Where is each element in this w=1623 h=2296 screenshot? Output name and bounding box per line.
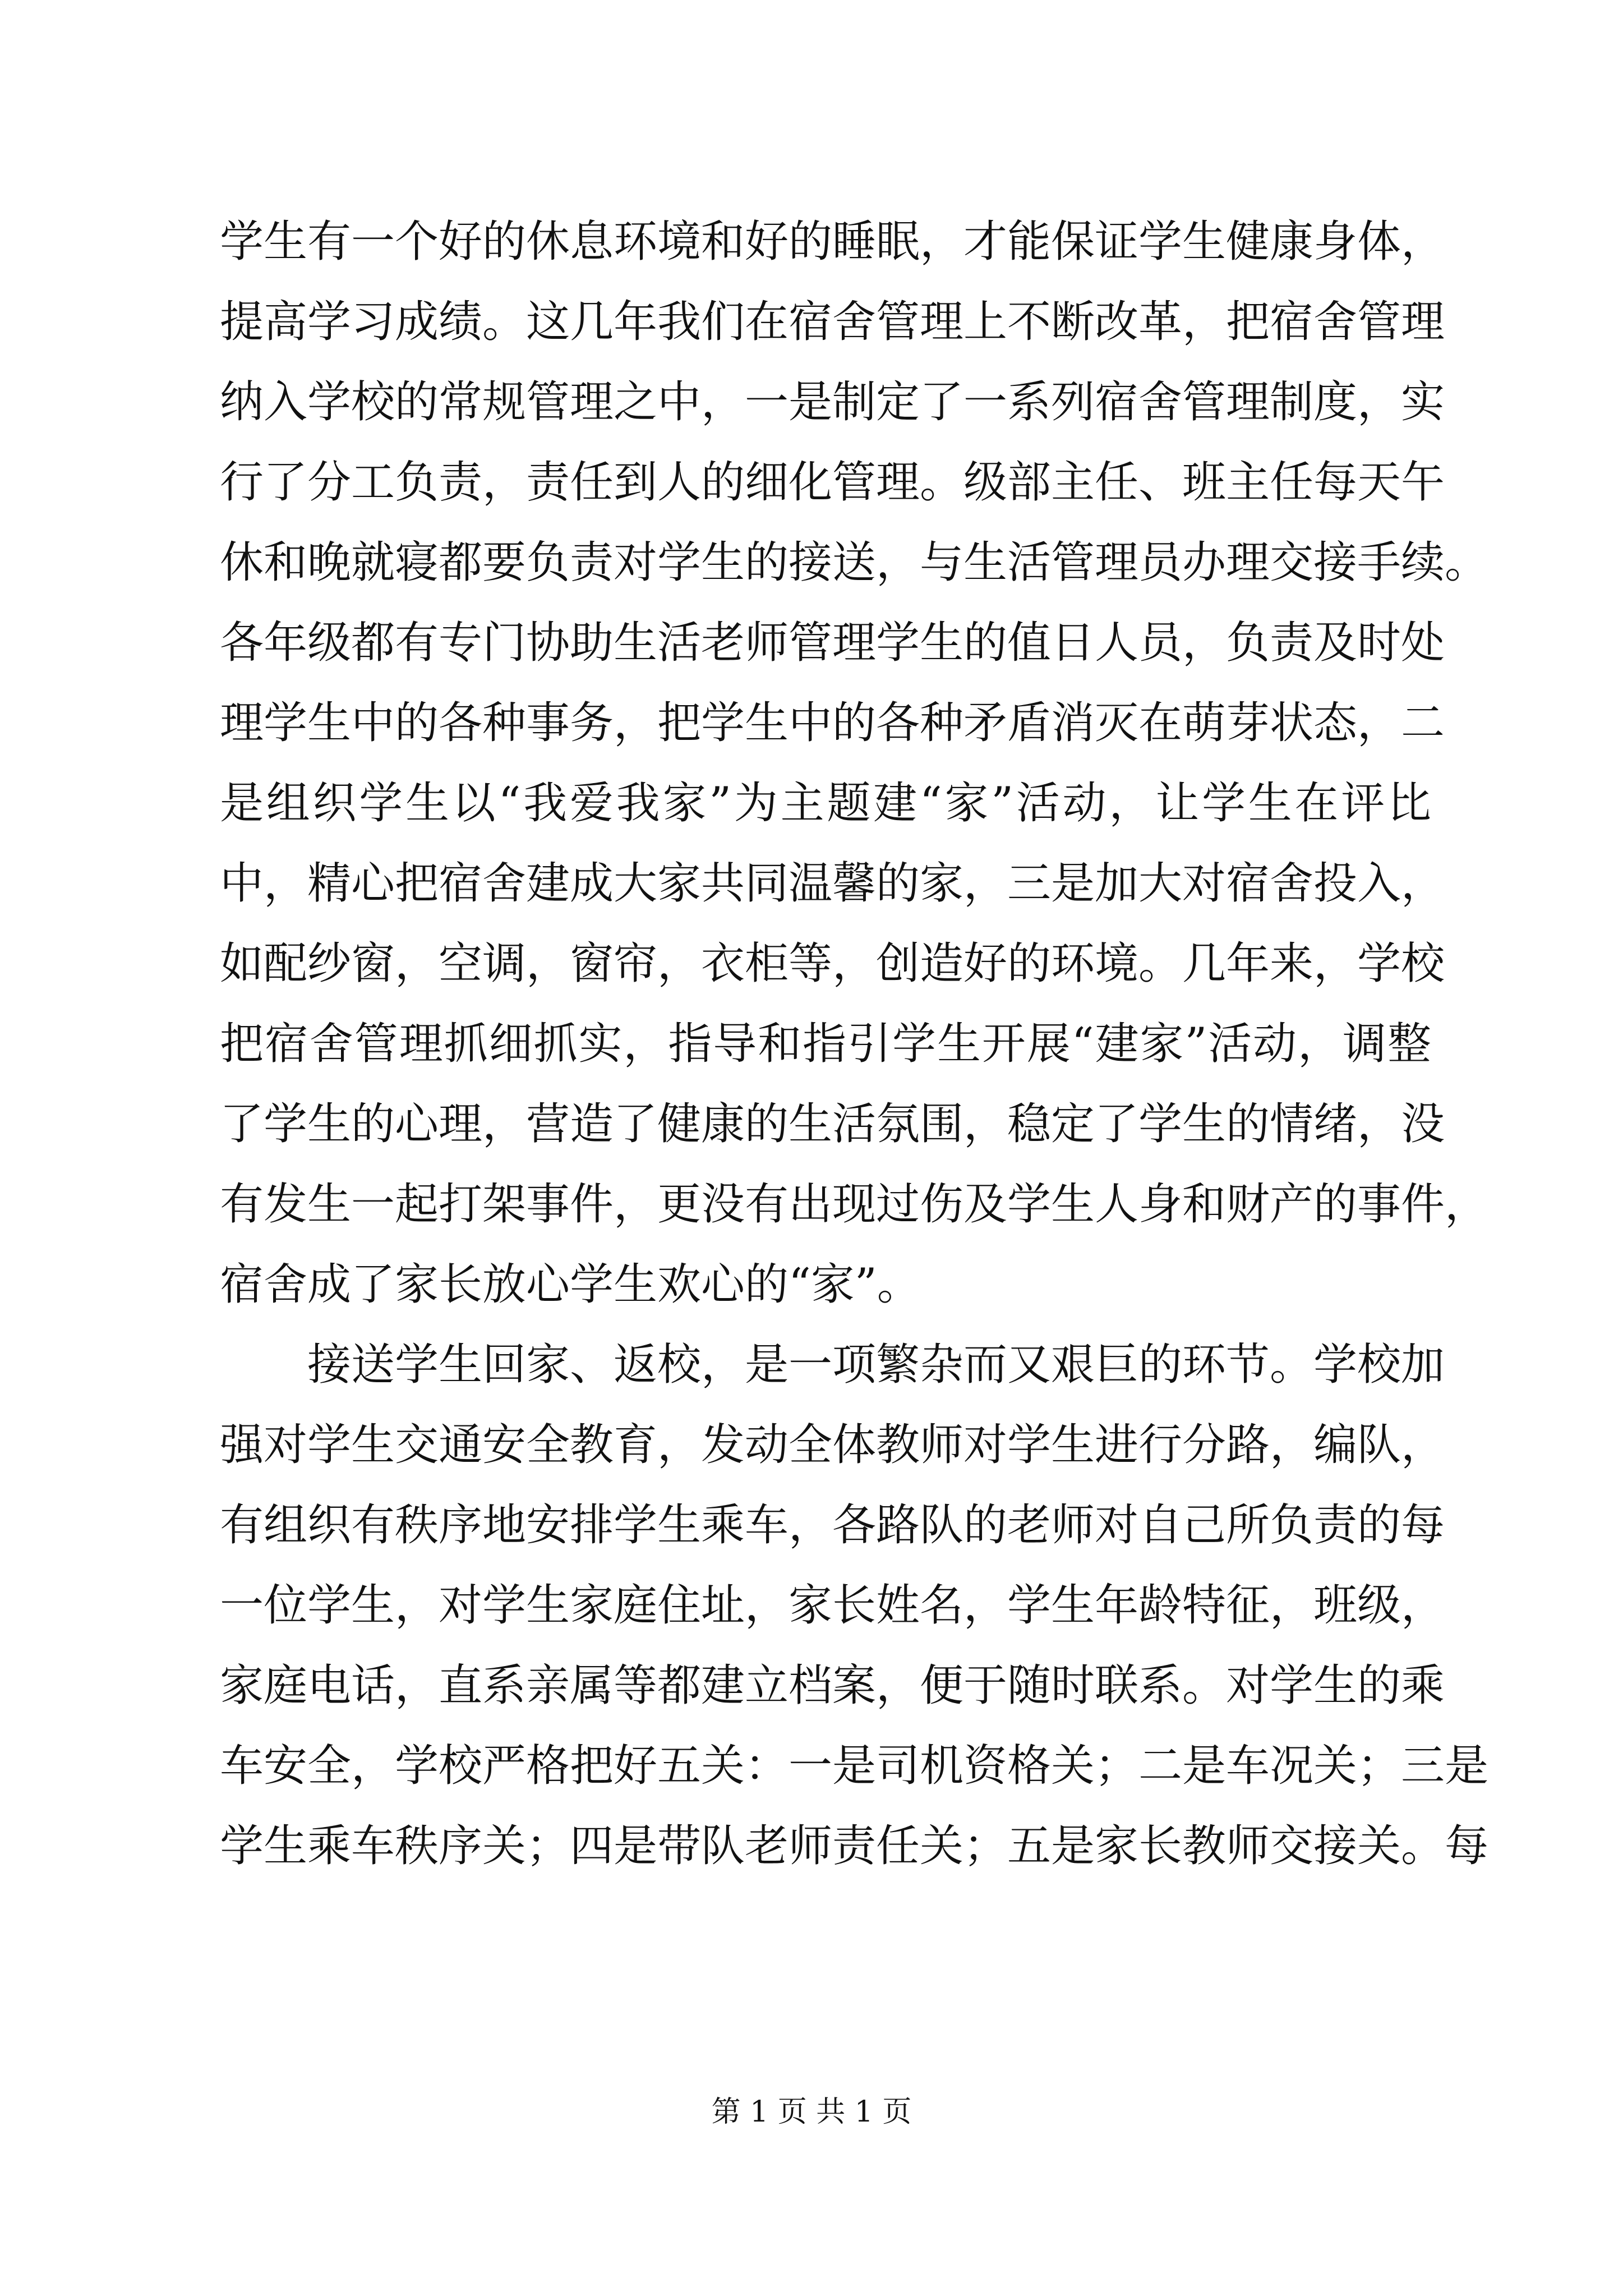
text-line: 纳入学校的常规管理之中，一是制定了一系列宿舍管理制度，实: [220, 377, 1445, 427]
text-line: 学生乘车秩序关；四是带队老师责任关；五是家长教师交接关。每: [220, 1821, 1489, 1871]
text-line: 车安全，学校严格把好五关：一是司机资格关；二是车况关；三是: [220, 1741, 1489, 1791]
paragraph-2: [220, 1340, 1489, 1871]
page-number-label: 第 1 页 共 1 页: [711, 2095, 912, 2129]
text-line: 如配纱窗，空调，窗帘，衣柜等，创造好的环境。几年来，学校: [220, 938, 1445, 989]
text-line: 了学生的心理，营造了健康的生活氛围，稳定了学生的情绪，没: [220, 1099, 1445, 1149]
text-line: 强对学生交通安全教育，发动全体教师对学生进行分路，编队，: [220, 1420, 1445, 1470]
text-line: 有发生一起打架事件，更没有出现过伤及学生人身和财产的事件，: [220, 1179, 1489, 1230]
paragraph-1: [220, 217, 1489, 1310]
text-line: 各年级都有专门协助生活老师管理学生的值日人员，负责及时处: [220, 618, 1445, 668]
text-line: 是组织学生以“我爱我家”为主题建“家”活动，让学生在评比: [220, 778, 1431, 829]
text-line: 接送学生回家、返校，是一项繁杂而又艰巨的环节。学校加: [307, 1340, 1445, 1390]
text-line: 休和晚就寝都要负责对学生的接送，与生活管理员办理交接手续。: [220, 537, 1489, 588]
page-footer: [0, 2095, 1623, 2129]
text-line: 把宿舍管理抓细抓实，指导和指引学生开展“建家”活动，调整: [220, 1019, 1431, 1069]
text-line: 中，精心把宿舍建成大家共同温馨的家，三是加大对宿舍投入，: [220, 858, 1445, 909]
text-line: 学生有一个好的休息环境和好的睡眠，才能保证学生健康身体，: [220, 217, 1445, 267]
text-line: 一位学生，对学生家庭住址，家长姓名，学生年龄特征，班级，: [220, 1580, 1445, 1631]
text-line: 理学生中的各种事务，把学生中的各种矛盾消灭在萌芽状态，二: [220, 698, 1445, 748]
text-line: 有组织有秩序地安排学生乘车，各路队的老师对自己所负责的每: [220, 1500, 1445, 1550]
text-line: 宿舍成了家长放心学生欢心的“家”。: [220, 1259, 921, 1310]
document-body: [220, 217, 1489, 1902]
text-line: 提高学习成绩。这几年我们在宿舍管理上不断改革，把宿舍管理: [220, 297, 1445, 347]
text-line: 行了分工负责，责任到人的细化管理。级部主任、班主任每天午: [220, 457, 1445, 508]
text-line: 家庭电话，直系亲属等都建立档案，便于随时联系。对学生的乘: [220, 1660, 1445, 1711]
